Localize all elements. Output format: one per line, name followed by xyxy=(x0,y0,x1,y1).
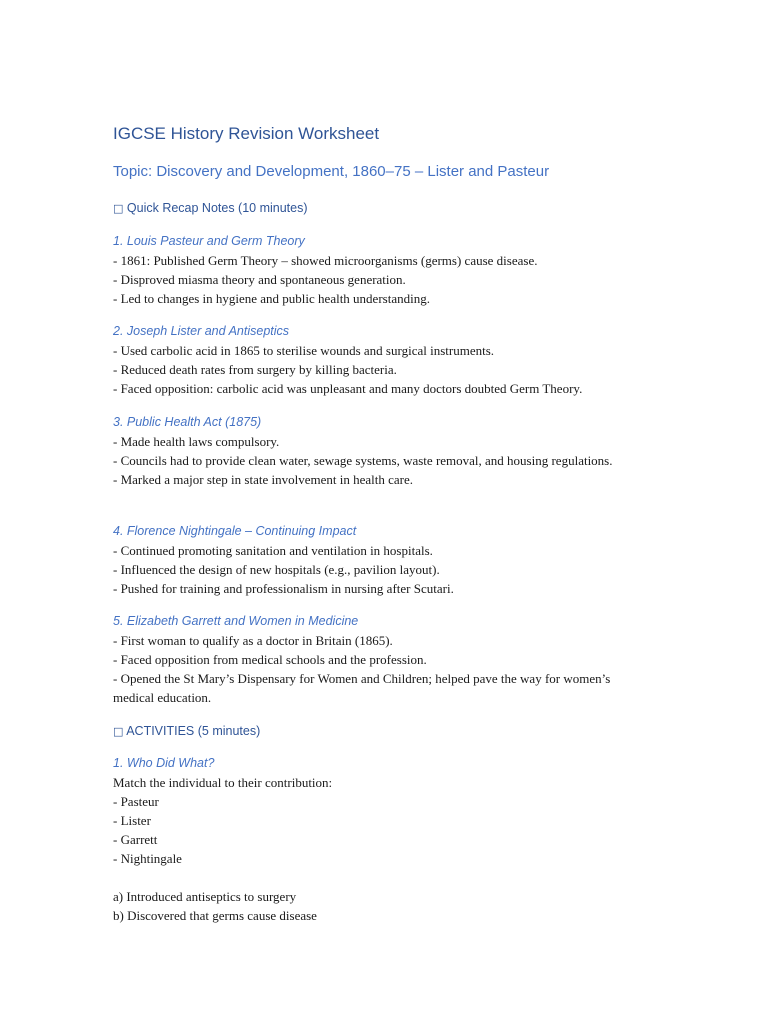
activity-body-who-did-what xyxy=(113,773,653,925)
note-line: - Led to changes in hygiene and public health understanding. xyxy=(113,291,430,306)
blank-line xyxy=(113,868,653,887)
list-item: - Nightingale xyxy=(113,851,182,866)
activities-heading xyxy=(113,724,260,738)
note-line: - Marked a major step in state involvement in health care. xyxy=(113,472,413,487)
section-body-public-health-act xyxy=(113,432,653,489)
list-item: b) Discovered that germs cause disease xyxy=(113,908,317,923)
activity-instruction: Match the individual to their contribution: xyxy=(113,775,333,790)
recap-heading-text: Quick Recap Notes (10 minutes) xyxy=(126,201,308,215)
section-heading-lister: 2. Joseph Lister and Antiseptics xyxy=(113,324,290,338)
activities-heading-text: ACTIVITIES (5 minutes) xyxy=(126,724,261,738)
note-line: - Influenced the design of new hospitals (e.g., pavilion layout). xyxy=(113,562,440,577)
list-item: - Garrett xyxy=(113,832,158,847)
list-item: a) Introduced antiseptics to surgery xyxy=(113,889,297,904)
list-item: - Lister xyxy=(113,813,151,828)
note-line: - Disproved miasma theory and spontaneous generation. xyxy=(113,272,406,287)
note-line: - Faced opposition: carbolic acid was unpleasant and many doctors doubted Germ Theory. xyxy=(113,381,583,396)
note-line: - Used carbolic acid in 1865 to sterilise wounds and surgical instruments. xyxy=(113,343,495,358)
note-line: - 1861: Published Germ Theory – showed microorganisms (germs) cause disease. xyxy=(113,253,538,268)
note-line: - Made health laws compulsory. xyxy=(113,434,280,449)
section-body-pasteur xyxy=(113,251,653,308)
section-body-lister xyxy=(113,341,653,398)
note-line: - Reduced death rates from surgery by killing bacteria. xyxy=(113,362,397,377)
note-line: - Opened the St Mary’s Dispensary for Women and Children; helped pave the way for women’s medical education. xyxy=(113,671,611,705)
note-line: - First woman to qualify as a doctor in Britain (1865). xyxy=(113,633,393,648)
section-heading-garrett: 5. Elizabeth Garrett and Women in Medicine xyxy=(113,614,359,628)
list-item: - Pasteur xyxy=(113,794,159,809)
missing-glyph-icon: □ xyxy=(113,725,124,738)
section-body-nightingale xyxy=(113,541,653,598)
missing-glyph-icon: □ xyxy=(113,202,124,215)
note-line: - Faced opposition from medical schools and the profession. xyxy=(113,652,427,667)
note-line: - Continued promoting sanitation and ventilation in hospitals. xyxy=(113,543,433,558)
activity-heading-who-did-what: 1. Who Did What? xyxy=(113,756,215,770)
recap-heading xyxy=(113,201,308,215)
section-heading-public-health-act: 3. Public Health Act (1875) xyxy=(113,415,262,429)
note-line: - Pushed for training and professionalism in nursing after Scutari. xyxy=(113,581,454,596)
section-heading-pasteur: 1. Louis Pasteur and Germ Theory xyxy=(113,234,305,248)
section-body-garrett xyxy=(113,631,653,707)
worksheet-title: IGCSE History Revision Worksheet xyxy=(113,124,380,143)
topic-heading: Topic: Discovery and Development, 1860–75 – Lister and Pasteur xyxy=(113,163,550,180)
note-line: - Councils had to provide clean water, sewage systems, waste removal, and housing regulations. xyxy=(113,453,613,468)
section-heading-nightingale: 4. Florence Nightingale – Continuing Impact xyxy=(113,524,357,538)
